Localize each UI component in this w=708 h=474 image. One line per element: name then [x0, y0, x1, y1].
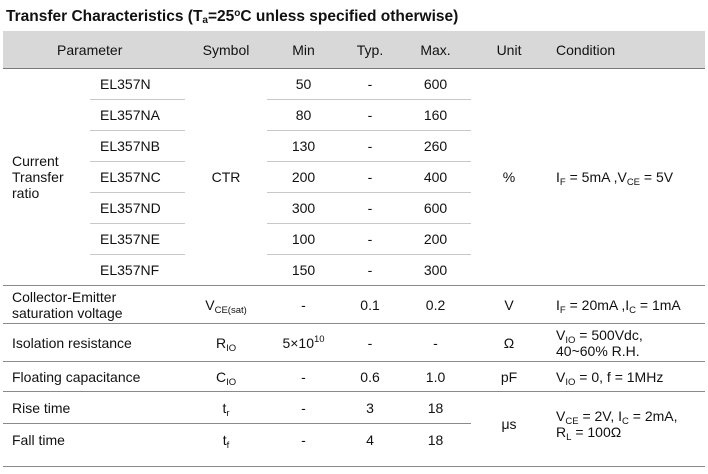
iso-unit: Ω — [471, 324, 547, 362]
fall-parameter-label: Fall time — [3, 424, 185, 456]
iso-condition: $V_{IO} = 500Vdc$, 40~60% R.H. — [547, 324, 705, 362]
table-row — [3, 69, 705, 100]
header-unit: Unit — [471, 31, 547, 69]
max-value: 300 — [400, 255, 471, 286]
iso-parameter-label: Isolation resistance — [3, 324, 185, 362]
part-number: EL357NB — [90, 131, 185, 162]
vce-parameter-label: Collector-Emitter saturation voltage — [3, 286, 185, 324]
cap-parameter-label: Floating capacitance — [3, 362, 185, 392]
switching-condition: $V_{CE} = 2V$, $I_C = 2mA$, $R_L = 100\Omega$ — [547, 392, 705, 456]
table-bottom-rule — [3, 466, 705, 467]
max-value: - — [400, 324, 471, 362]
ctr-symbol: CTR — [211, 169, 241, 185]
header-min: Min — [267, 31, 340, 69]
header-parameter: Parameter — [3, 31, 185, 69]
fall-symbol: $t_f$ — [185, 424, 267, 456]
cap-unit: pF — [471, 362, 547, 392]
ctr-parameter-label: Current Transfer ratio — [12, 153, 64, 201]
part-number: EL357NC — [90, 162, 185, 193]
min-value: $5\times 10^{10}$ — [267, 324, 340, 362]
header-condition: Condition — [547, 31, 705, 69]
cap-symbol: $C_{IO}$ — [185, 362, 267, 392]
table-title: Transfer Characteristics ($T_a=25^oC$ unless specified otherwise) — [6, 8, 459, 26]
vce-symbol: $V_{CE(sat)}$ — [185, 286, 267, 324]
min-value: 200 — [267, 162, 340, 193]
min-value: 80 — [267, 100, 340, 131]
typ-value: - — [340, 255, 400, 286]
max-value: 400 — [400, 162, 471, 193]
ctr-condition: $I_F = 5mA$ $,V_{CE} = 5V$ — [556, 169, 674, 188]
part-number: EL357ND — [90, 193, 185, 224]
max-value: 160 — [400, 100, 471, 131]
typ-value: 4 — [340, 424, 400, 456]
typ-value: - — [340, 100, 400, 131]
max-value: 18 — [400, 424, 471, 456]
typ-value: 3 — [340, 392, 400, 424]
min-value: 130 — [267, 131, 340, 162]
typ-value: - — [340, 131, 400, 162]
min-value: 150 — [267, 255, 340, 286]
typ-value: - — [367, 76, 373, 92]
max-value: 0.2 — [400, 286, 471, 324]
table-row — [3, 286, 705, 324]
switching-unit: μs — [471, 392, 547, 456]
part-number: EL357NA — [90, 100, 185, 131]
header-symbol: Symbol — [185, 31, 267, 69]
max-value: 1.0 — [400, 362, 471, 392]
part-number: EL357N — [100, 76, 151, 92]
min-value: - — [267, 392, 340, 424]
min-value: 100 — [267, 224, 340, 255]
min-value: - — [267, 424, 340, 456]
max-value: 600 — [423, 76, 448, 92]
min-value: - — [267, 286, 340, 324]
table-row — [3, 392, 705, 424]
max-value: 260 — [400, 131, 471, 162]
min-value: - — [267, 362, 340, 392]
part-number: EL357NE — [90, 224, 185, 255]
typ-value: 0.6 — [340, 362, 400, 392]
cap-condition: $V_{IO} = 0$, f = 1MHz — [547, 362, 705, 392]
vce-condition: $I_F = 20mA$ $,I_C = 1mA$ — [547, 286, 705, 324]
typ-value: - — [340, 224, 400, 255]
max-value: 200 — [400, 224, 471, 255]
transfer-characteristics-table — [3, 31, 705, 455]
max-value: 18 — [400, 392, 471, 424]
header-typ: Typ. — [340, 31, 400, 69]
rise-parameter-label: Rise time — [3, 392, 185, 424]
vce-unit: V — [471, 286, 547, 324]
iso-symbol: $R_{IO}$ — [185, 324, 267, 362]
max-value: 600 — [400, 193, 471, 224]
table-row — [3, 362, 705, 392]
ctr-unit: % — [502, 169, 516, 185]
typ-value: - — [340, 162, 400, 193]
header-row — [3, 31, 705, 69]
min-value: 50 — [295, 76, 312, 92]
typ-value: 0.1 — [340, 286, 400, 324]
header-max: Max. — [400, 31, 471, 69]
table-row — [3, 324, 705, 362]
part-number: EL357NF — [90, 255, 185, 286]
typ-value: - — [340, 324, 400, 362]
min-value: 300 — [267, 193, 340, 224]
rise-symbol: $t_r$ — [185, 392, 267, 424]
typ-value: - — [340, 193, 400, 224]
